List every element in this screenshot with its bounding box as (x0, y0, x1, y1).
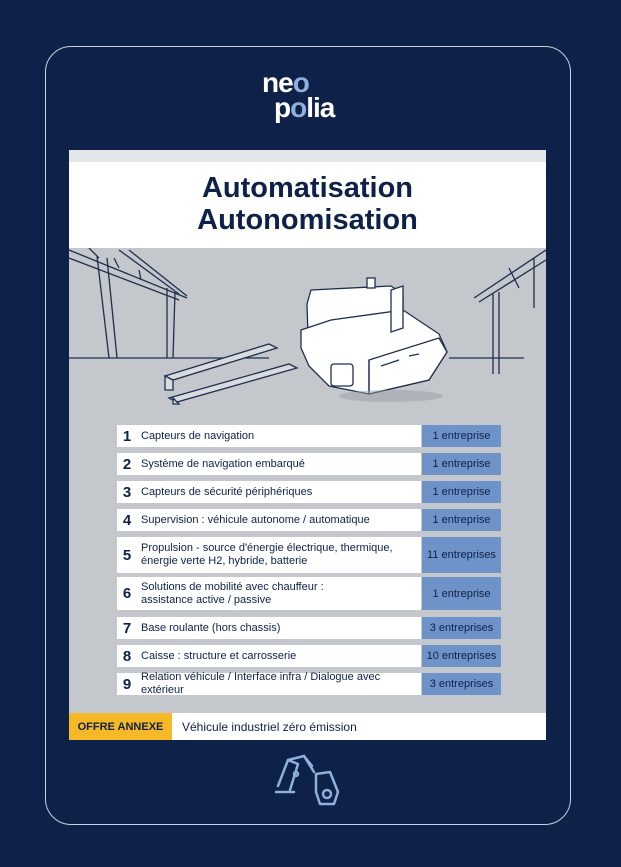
item-label: Système de navigation embarqué (137, 453, 421, 475)
item-number: 3 (117, 481, 137, 503)
item-label: Capteurs de sécurité périphériques (137, 481, 421, 503)
title-line-2: Autonomisation (197, 204, 418, 236)
neopolia-logo: neo polia (262, 67, 335, 123)
item-count-badge: 3 entreprises (422, 673, 501, 695)
item-number: 8 (117, 645, 137, 667)
item-number: 7 (117, 617, 137, 639)
item-label: Supervision : véhicule autonome / automatique (137, 509, 421, 531)
item-number: 2 (117, 453, 137, 475)
item-label: Capteurs de navigation (137, 425, 421, 447)
item-label: Base roulante (hors chassis) (137, 617, 421, 639)
item-number: 1 (117, 425, 137, 447)
item-count-badge: 10 entreprises (422, 645, 501, 667)
title-box (69, 162, 546, 248)
item-number: 5 (117, 537, 137, 573)
item-count-badge: 1 entreprise (422, 481, 501, 503)
offer-annex-tag: OFFRE ANNEXE (69, 713, 172, 740)
item-count-badge: 11 entreprises (422, 537, 501, 573)
card-top-strip (69, 150, 546, 162)
item-count-badge: 1 entreprise (422, 453, 501, 475)
item-count-badge: 3 entreprises (422, 617, 501, 639)
item-count-badge: 1 entreprise (422, 425, 501, 447)
offer-annex-text: Véhicule industriel zéro émission (182, 719, 357, 734)
offer-annex-bar (69, 713, 546, 740)
item-label: Caisse : structure et carrosserie (137, 645, 421, 667)
item-number: 4 (117, 509, 137, 531)
item-number: 9 (117, 673, 137, 695)
item-number: 6 (117, 577, 137, 610)
title-line-1: Automatisation (201, 172, 414, 204)
info-card (69, 150, 546, 740)
item-count-badge: 1 entreprise (422, 509, 501, 531)
item-label: Solutions de mobilité avec chauffeur : assistance active / passive (137, 577, 421, 610)
item-count-badge: 1 entreprise (422, 577, 501, 610)
robot-arm-icon (274, 752, 344, 808)
autonomous-vehicle-illustration (69, 248, 546, 418)
item-label: Relation véhicule / Interface infra / Dialogue avec extérieur (137, 673, 421, 695)
item-label: Propulsion - source d'énergie électrique, thermique, énergie verte H2, hybride, batterie (137, 537, 421, 573)
